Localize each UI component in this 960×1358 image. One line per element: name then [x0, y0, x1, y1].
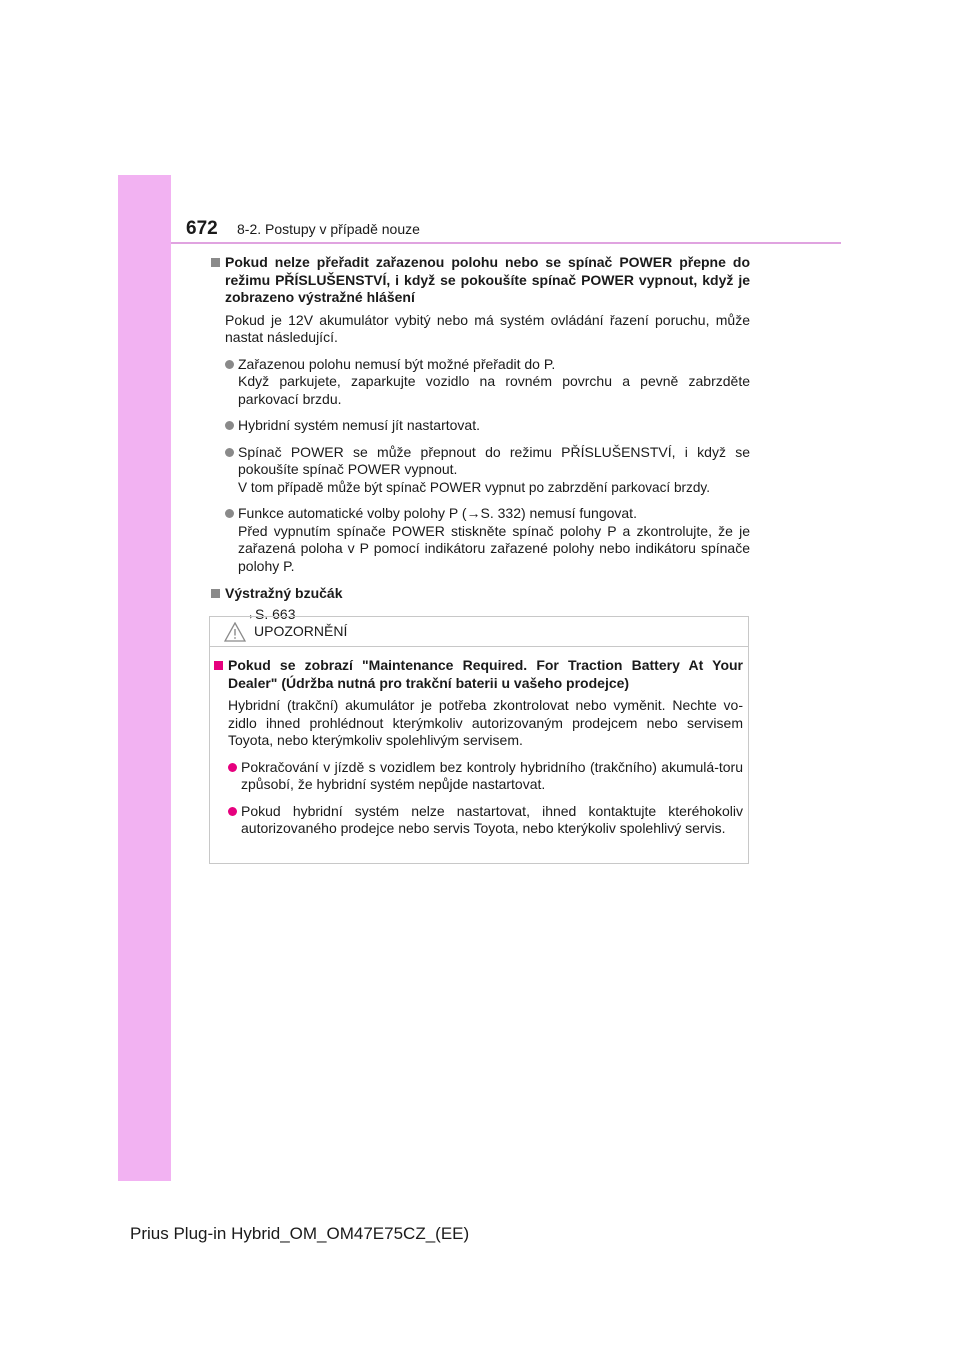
square-bullet-icon [214, 661, 223, 670]
page-number: 672 [186, 218, 218, 239]
page-reference-link[interactable]: →S. 663 [241, 605, 296, 622]
list-item: Spínač POWER se může přepnout do režimu PŘÍSLUŠENSTVÍ, i když se pokoušíte spínač POWER vypnout. V tom případě může být spínač POWER vypnut po zabrzdění parkovací brzdy. [211, 444, 750, 497]
list-item: Pokračování v jízdě s vozidlem bez kontroly hybridního (trakčního) akumulá-toru způsobí, že hybridní systém nepůjde nastartovat. [214, 759, 743, 794]
section-title: 8-2. Postupy v případě nouze [237, 221, 420, 237]
circle-bullet-icon [225, 421, 234, 430]
section-heading-shift: Pokud nelze přeřadit zařazenou polohu nebo se spínač POWER přepne do režimu PŘÍSLUŠENSTVÍ, i když se pokoušíte spínač POWER vypnout, když je zobrazeno výstražné hlášení [211, 254, 750, 307]
section-heading-buzzer: Výstražný bzučák [211, 585, 750, 603]
circle-bullet-icon [225, 509, 234, 518]
list-item: Hybridní systém nemusí jít nastartovat. [211, 417, 750, 435]
list-item: Pokud hybridní systém nelze nastartovat, ihned kontaktujte kteréhokoliv autorizovaného prodejce nebo servis Toyota, nebo kterýkoliv spolehlivý servis. [214, 803, 743, 838]
list-item: Zařazenou polohu nemusí být možné přeřadit do P. Když parkujete, zaparkujte vozidlo na rovném povrchu a pevně zabrzděte parkovací brzdu. [211, 356, 750, 409]
warning-box [209, 616, 749, 864]
warning-heading: Pokud se zobrazí "Maintenance Required. For Traction Battery At Your Dealer" (Údržba nutná pro trakční baterii u vašeho prodejce) [214, 657, 743, 692]
warning-content [214, 657, 743, 838]
section-tab-band [118, 175, 171, 1181]
header-divider [171, 242, 841, 244]
circle-bullet-icon [225, 448, 234, 457]
circle-bullet-icon [228, 763, 237, 772]
warning-intro: Hybridní (trakční) akumulátor je potřeba zkontrolovat nebo vyměnit. Nechte vo-zidlo ihned prohlédnout kterýmkoliv autorizovaným prodejcem nebo servisem Toyota, nebo kterýmkoliv spolehlivým servisem. [228, 697, 743, 748]
square-bullet-icon [211, 258, 220, 267]
main-content [211, 254, 750, 623]
warning-triangle-icon [224, 622, 246, 642]
circle-bullet-icon [228, 807, 237, 816]
warning-title-bar [210, 617, 748, 647]
warning-title: UPOZORNĚNÍ [254, 623, 348, 639]
section-intro: Pokud je 12V akumulátor vybitý nebo má systém ovládání řazení poruchu, může nastat následující. [225, 311, 750, 345]
circle-bullet-icon [225, 360, 234, 369]
list-item: Funkce automatické volby polohy P (→S. 332) nemusí fungovat. Před vypnutím spínače POWER stiskněte spínač polohy P a zkontrolujte, že je zařazená poloha v P pomocí indikátoru zařazené polohy nebo indikátoru spínače polohy P. [211, 505, 750, 575]
square-bullet-icon [211, 589, 220, 598]
footer-doc-id: Prius Plug-in Hybrid_OM_OM47E75CZ_(EE) [130, 1224, 470, 1243]
